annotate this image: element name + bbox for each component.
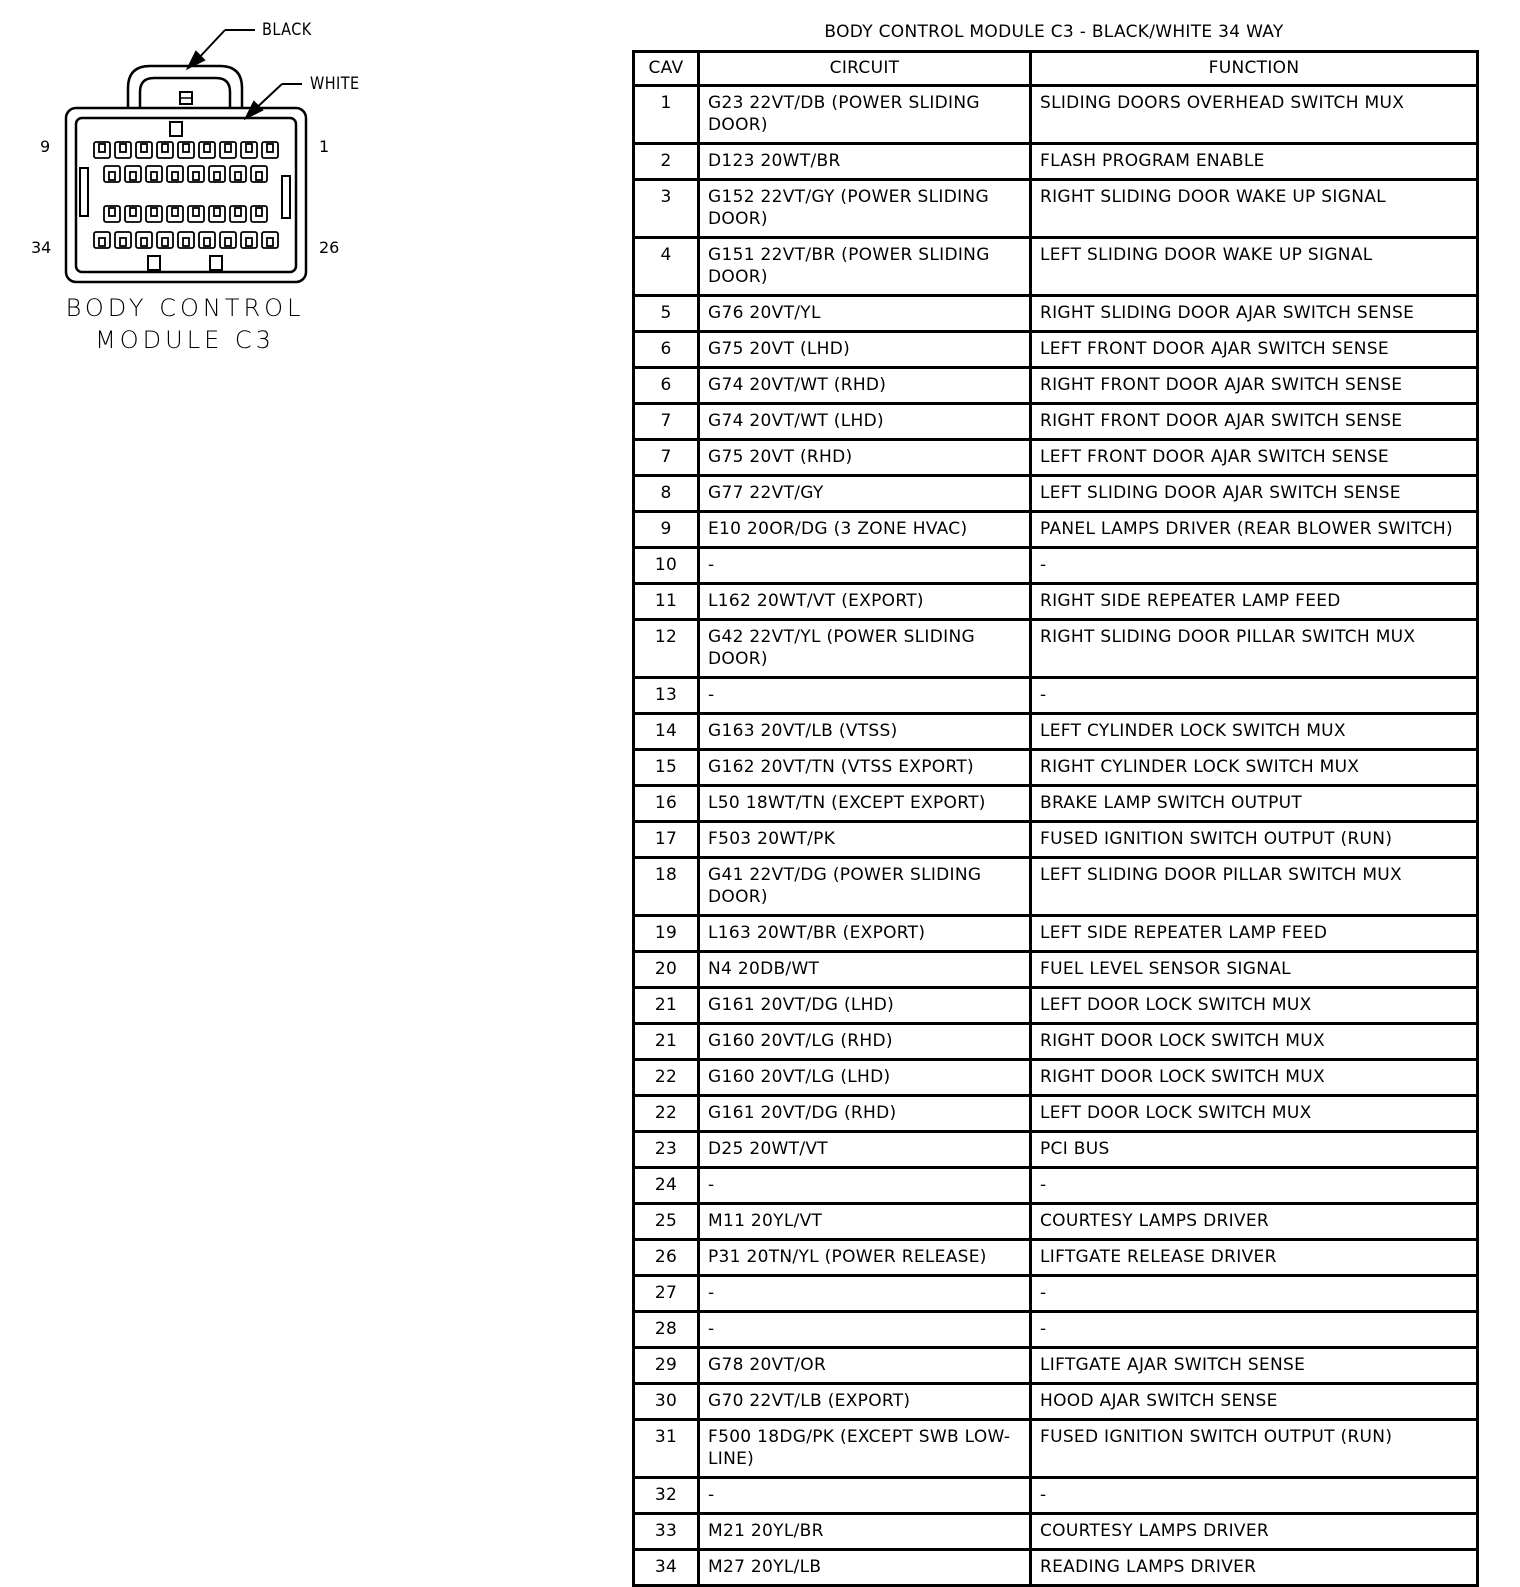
function-cell: RIGHT FRONT DOOR AJAR SWITCH SENSE <box>1031 368 1478 404</box>
function-cell: READING LAMPS DRIVER <box>1031 1550 1478 1586</box>
function-cell: RIGHT SLIDING DOOR PILLAR SWITCH MUX <box>1031 620 1478 678</box>
connector-pin <box>115 142 131 158</box>
cav-cell: 7 <box>634 404 699 440</box>
connector-pin <box>199 142 215 158</box>
circuit-cell: G75 20VT (LHD) <box>699 332 1031 368</box>
cav-cell: 27 <box>634 1276 699 1312</box>
circuit-cell: - <box>699 1312 1031 1348</box>
connector-pin <box>167 206 183 222</box>
cav-cell: 12 <box>634 620 699 678</box>
key-bottom-left <box>148 256 160 270</box>
function-cell: - <box>1031 1168 1478 1204</box>
function-cell: FLASH PROGRAM ENABLE <box>1031 144 1478 180</box>
table-row <box>634 858 1478 916</box>
cav-cell: 17 <box>634 822 699 858</box>
connector-pin <box>209 206 225 222</box>
function-cell: LEFT DOOR LOCK SWITCH MUX <box>1031 988 1478 1024</box>
cav-cell: 16 <box>634 786 699 822</box>
cav-cell: 8 <box>634 476 699 512</box>
white-wire-label: WHITE <box>310 74 360 94</box>
table-row <box>634 916 1478 952</box>
connector-pin <box>157 232 173 248</box>
cav-cell: 4 <box>634 238 699 296</box>
function-cell: - <box>1031 1478 1478 1514</box>
circuit-cell: - <box>699 678 1031 714</box>
circuit-cell: M21 20YL/BR <box>699 1514 1031 1550</box>
cav-cell: 30 <box>634 1384 699 1420</box>
function-cell: BRAKE LAMP SWITCH OUTPUT <box>1031 786 1478 822</box>
cav-cell: 32 <box>634 1478 699 1514</box>
function-cell: LEFT SIDE REPEATER LAMP FEED <box>1031 916 1478 952</box>
cav-cell: 3 <box>634 180 699 238</box>
table-row <box>634 1096 1478 1132</box>
table-row <box>634 238 1478 296</box>
circuit-cell: G151 22VT/BR (POWER SLIDING DOOR) <box>699 238 1031 296</box>
connector-name-line2: MODULE C3 <box>95 326 275 354</box>
function-cell: LEFT FRONT DOOR AJAR SWITCH SENSE <box>1031 440 1478 476</box>
function-cell: FUEL LEVEL SENSOR SIGNAL <box>1031 952 1478 988</box>
table-row <box>634 714 1478 750</box>
table-row <box>634 678 1478 714</box>
cav-cell: 33 <box>634 1514 699 1550</box>
cav-cell: 23 <box>634 1132 699 1168</box>
table-row <box>634 180 1478 238</box>
function-cell: LEFT FRONT DOOR AJAR SWITCH SENSE <box>1031 332 1478 368</box>
cav-cell: 20 <box>634 952 699 988</box>
function-cell: SLIDING DOORS OVERHEAD SWITCH MUX <box>1031 86 1478 144</box>
circuit-cell: G76 20VT/YL <box>699 296 1031 332</box>
connector-pin <box>199 232 215 248</box>
connector-name-line1: BODY CONTROL <box>65 294 305 322</box>
table-row <box>634 584 1478 620</box>
pin-label-9: 9 <box>40 137 51 156</box>
circuit-cell: G152 22VT/GY (POWER SLIDING DOOR) <box>699 180 1031 238</box>
table-row <box>634 1312 1478 1348</box>
table-row <box>634 1132 1478 1168</box>
table-row <box>634 86 1478 144</box>
cav-cell: 22 <box>634 1060 699 1096</box>
connector-pin <box>157 142 173 158</box>
function-cell: RIGHT DOOR LOCK SWITCH MUX <box>1031 1060 1478 1096</box>
circuit-cell: P31 20TN/YL (POWER RELEASE) <box>699 1240 1031 1276</box>
table-row <box>634 1348 1478 1384</box>
circuit-cell: G23 22VT/DB (POWER SLIDING DOOR) <box>699 86 1031 144</box>
cav-cell: 29 <box>634 1348 699 1384</box>
table-row <box>634 952 1478 988</box>
table-row <box>634 1384 1478 1420</box>
circuit-cell: G163 20VT/LB (VTSS) <box>699 714 1031 750</box>
function-cell: FUSED IGNITION SWITCH OUTPUT (RUN) <box>1031 822 1478 858</box>
circuit-cell: G160 20VT/LG (RHD) <box>699 1024 1031 1060</box>
circuit-cell: G74 20VT/WT (RHD) <box>699 368 1031 404</box>
cav-cell: 2 <box>634 144 699 180</box>
table-row <box>634 440 1478 476</box>
function-cell: HOOD AJAR SWITCH SENSE <box>1031 1384 1478 1420</box>
table-row <box>634 620 1478 678</box>
circuit-cell: - <box>699 1276 1031 1312</box>
connector-pin <box>230 206 246 222</box>
function-cell: PANEL LAMPS DRIVER (REAR BLOWER SWITCH) <box>1031 512 1478 548</box>
circuit-cell: G77 22VT/GY <box>699 476 1031 512</box>
cav-cell: 21 <box>634 1024 699 1060</box>
circuit-cell: G42 22VT/YL (POWER SLIDING DOOR) <box>699 620 1031 678</box>
cav-cell: 6 <box>634 368 699 404</box>
cav-cell: 19 <box>634 916 699 952</box>
table-row <box>634 1550 1478 1586</box>
function-cell: RIGHT FRONT DOOR AJAR SWITCH SENSE <box>1031 404 1478 440</box>
pin-label-1: 1 <box>319 137 330 156</box>
circuit-cell: G75 20VT (RHD) <box>699 440 1031 476</box>
circuit-cell: M11 20YL/VT <box>699 1204 1031 1240</box>
circuit-cell: G160 20VT/LG (LHD) <box>699 1060 1031 1096</box>
connector-pin <box>104 166 120 182</box>
function-cell: COURTESY LAMPS DRIVER <box>1031 1514 1478 1550</box>
circuit-cell: L162 20WT/VT (EXPORT) <box>699 584 1031 620</box>
header-cav: CAV <box>634 52 699 86</box>
function-cell: LEFT CYLINDER LOCK SWITCH MUX <box>1031 714 1478 750</box>
cav-cell: 9 <box>634 512 699 548</box>
connector-latch <box>128 66 242 108</box>
table-row <box>634 512 1478 548</box>
cav-cell: 14 <box>634 714 699 750</box>
key-top <box>170 122 182 136</box>
function-cell: RIGHT SLIDING DOOR WAKE UP SIGNAL <box>1031 180 1478 238</box>
circuit-cell: G70 22VT/LB (EXPORT) <box>699 1384 1031 1420</box>
circuit-cell: G161 20VT/DG (LHD) <box>699 988 1031 1024</box>
connector-pin <box>94 232 110 248</box>
connector-pin <box>115 232 131 248</box>
table-row <box>634 988 1478 1024</box>
circuit-cell: N4 20DB/WT <box>699 952 1031 988</box>
connector-pin <box>146 206 162 222</box>
table-row <box>634 1514 1478 1550</box>
cav-cell: 24 <box>634 1168 699 1204</box>
header-function: FUNCTION <box>1031 52 1478 86</box>
circuit-cell: L50 18WT/TN (EXCEPT EXPORT) <box>699 786 1031 822</box>
function-cell: LEFT DOOR LOCK SWITCH MUX <box>1031 1096 1478 1132</box>
circuit-cell: D25 20WT/VT <box>699 1132 1031 1168</box>
black-wire-label: BLACK <box>262 20 312 40</box>
circuit-cell: - <box>699 1478 1031 1514</box>
pin-label-34: 34 <box>31 238 52 257</box>
connector-pin <box>136 232 152 248</box>
connector-pin <box>178 142 194 158</box>
table-row <box>634 822 1478 858</box>
connector-pin <box>262 142 278 158</box>
function-cell: LIFTGATE AJAR SWITCH SENSE <box>1031 1348 1478 1384</box>
connector-pin <box>262 232 278 248</box>
connector-pin <box>178 232 194 248</box>
table-row <box>634 1024 1478 1060</box>
table-row <box>634 1240 1478 1276</box>
circuit-cell: E10 20OR/DG (3 ZONE HVAC) <box>699 512 1031 548</box>
table-row <box>634 1168 1478 1204</box>
cav-cell: 26 <box>634 1240 699 1276</box>
connector-pin <box>209 166 225 182</box>
table-header-row <box>634 52 1478 86</box>
connector-pin <box>241 232 257 248</box>
cav-cell: 11 <box>634 584 699 620</box>
table-row <box>634 404 1478 440</box>
cav-cell: 6 <box>634 332 699 368</box>
function-cell: LIFTGATE RELEASE DRIVER <box>1031 1240 1478 1276</box>
table-row <box>634 1420 1478 1478</box>
connector-pin <box>251 166 267 182</box>
table-row <box>634 144 1478 180</box>
function-cell: LEFT SLIDING DOOR PILLAR SWITCH MUX <box>1031 858 1478 916</box>
table-row <box>634 332 1478 368</box>
connector-pin <box>220 232 236 248</box>
circuit-cell: - <box>699 1168 1031 1204</box>
table-row <box>634 1060 1478 1096</box>
cav-cell: 34 <box>634 1550 699 1586</box>
cav-cell: 5 <box>634 296 699 332</box>
cav-cell: 28 <box>634 1312 699 1348</box>
function-cell: RIGHT SLIDING DOOR AJAR SWITCH SENSE <box>1031 296 1478 332</box>
function-cell: PCI BUS <box>1031 1132 1478 1168</box>
circuit-cell: G74 20VT/WT (LHD) <box>699 404 1031 440</box>
connector-pin <box>125 206 141 222</box>
function-cell: LEFT SLIDING DOOR WAKE UP SIGNAL <box>1031 238 1478 296</box>
connector-pin <box>251 206 267 222</box>
key-left <box>80 168 88 216</box>
connector-pin <box>146 166 162 182</box>
key-bottom-right <box>210 256 222 270</box>
function-cell: - <box>1031 548 1478 584</box>
circuit-cell: F500 18DG/PK (EXCEPT SWB LOW-LINE) <box>699 1420 1031 1478</box>
function-cell: RIGHT DOOR LOCK SWITCH MUX <box>1031 1024 1478 1060</box>
circuit-cell: G161 20VT/DG (RHD) <box>699 1096 1031 1132</box>
connector-pin <box>188 166 204 182</box>
circuit-cell: M27 20YL/LB <box>699 1550 1031 1586</box>
table-row <box>634 1204 1478 1240</box>
connector-pin <box>167 166 183 182</box>
pinout-table <box>632 50 1479 1587</box>
table-row <box>634 750 1478 786</box>
table-row <box>634 548 1478 584</box>
function-cell: FUSED IGNITION SWITCH OUTPUT (RUN) <box>1031 1420 1478 1478</box>
function-cell: RIGHT SIDE REPEATER LAMP FEED <box>1031 584 1478 620</box>
function-cell: LEFT SLIDING DOOR AJAR SWITCH SENSE <box>1031 476 1478 512</box>
cav-cell: 21 <box>634 988 699 1024</box>
connector-pin <box>104 206 120 222</box>
connector-pin <box>188 206 204 222</box>
header-circuit: CIRCUIT <box>699 52 1031 86</box>
cav-cell: 31 <box>634 1420 699 1478</box>
function-cell: - <box>1031 1312 1478 1348</box>
circuit-cell: - <box>699 548 1031 584</box>
function-cell: RIGHT CYLINDER LOCK SWITCH MUX <box>1031 750 1478 786</box>
connector-body-outer <box>66 108 306 282</box>
function-cell: - <box>1031 678 1478 714</box>
cav-cell: 13 <box>634 678 699 714</box>
function-cell: COURTESY LAMPS DRIVER <box>1031 1204 1478 1240</box>
cav-cell: 1 <box>634 86 699 144</box>
cav-cell: 25 <box>634 1204 699 1240</box>
table-row <box>634 368 1478 404</box>
connector-pin <box>220 142 236 158</box>
cav-cell: 10 <box>634 548 699 584</box>
key-right <box>282 176 290 218</box>
function-cell: - <box>1031 1276 1478 1312</box>
connector-pins <box>94 142 278 248</box>
table-title: BODY CONTROL MODULE C3 - BLACK/WHITE 34 WAY <box>824 22 1284 42</box>
table-row <box>634 476 1478 512</box>
cav-cell: 18 <box>634 858 699 916</box>
circuit-cell: D123 20WT/BR <box>699 144 1031 180</box>
connector-pin <box>94 142 110 158</box>
cav-cell: 22 <box>634 1096 699 1132</box>
circuit-cell: G78 20VT/OR <box>699 1348 1031 1384</box>
circuit-cell: L163 20WT/BR (EXPORT) <box>699 916 1031 952</box>
cav-cell: 15 <box>634 750 699 786</box>
connector-pin <box>136 142 152 158</box>
connector-pin <box>230 166 246 182</box>
circuit-cell: F503 20WT/PK <box>699 822 1031 858</box>
table-row <box>634 296 1478 332</box>
circuit-cell: G41 22VT/DG (POWER SLIDING DOOR) <box>699 858 1031 916</box>
cav-cell: 7 <box>634 440 699 476</box>
table-row <box>634 1276 1478 1312</box>
table-row <box>634 786 1478 822</box>
connector-pin <box>241 142 257 158</box>
circuit-cell: G162 20VT/TN (VTSS EXPORT) <box>699 750 1031 786</box>
pin-label-26: 26 <box>319 238 340 257</box>
connector-pin <box>125 166 141 182</box>
